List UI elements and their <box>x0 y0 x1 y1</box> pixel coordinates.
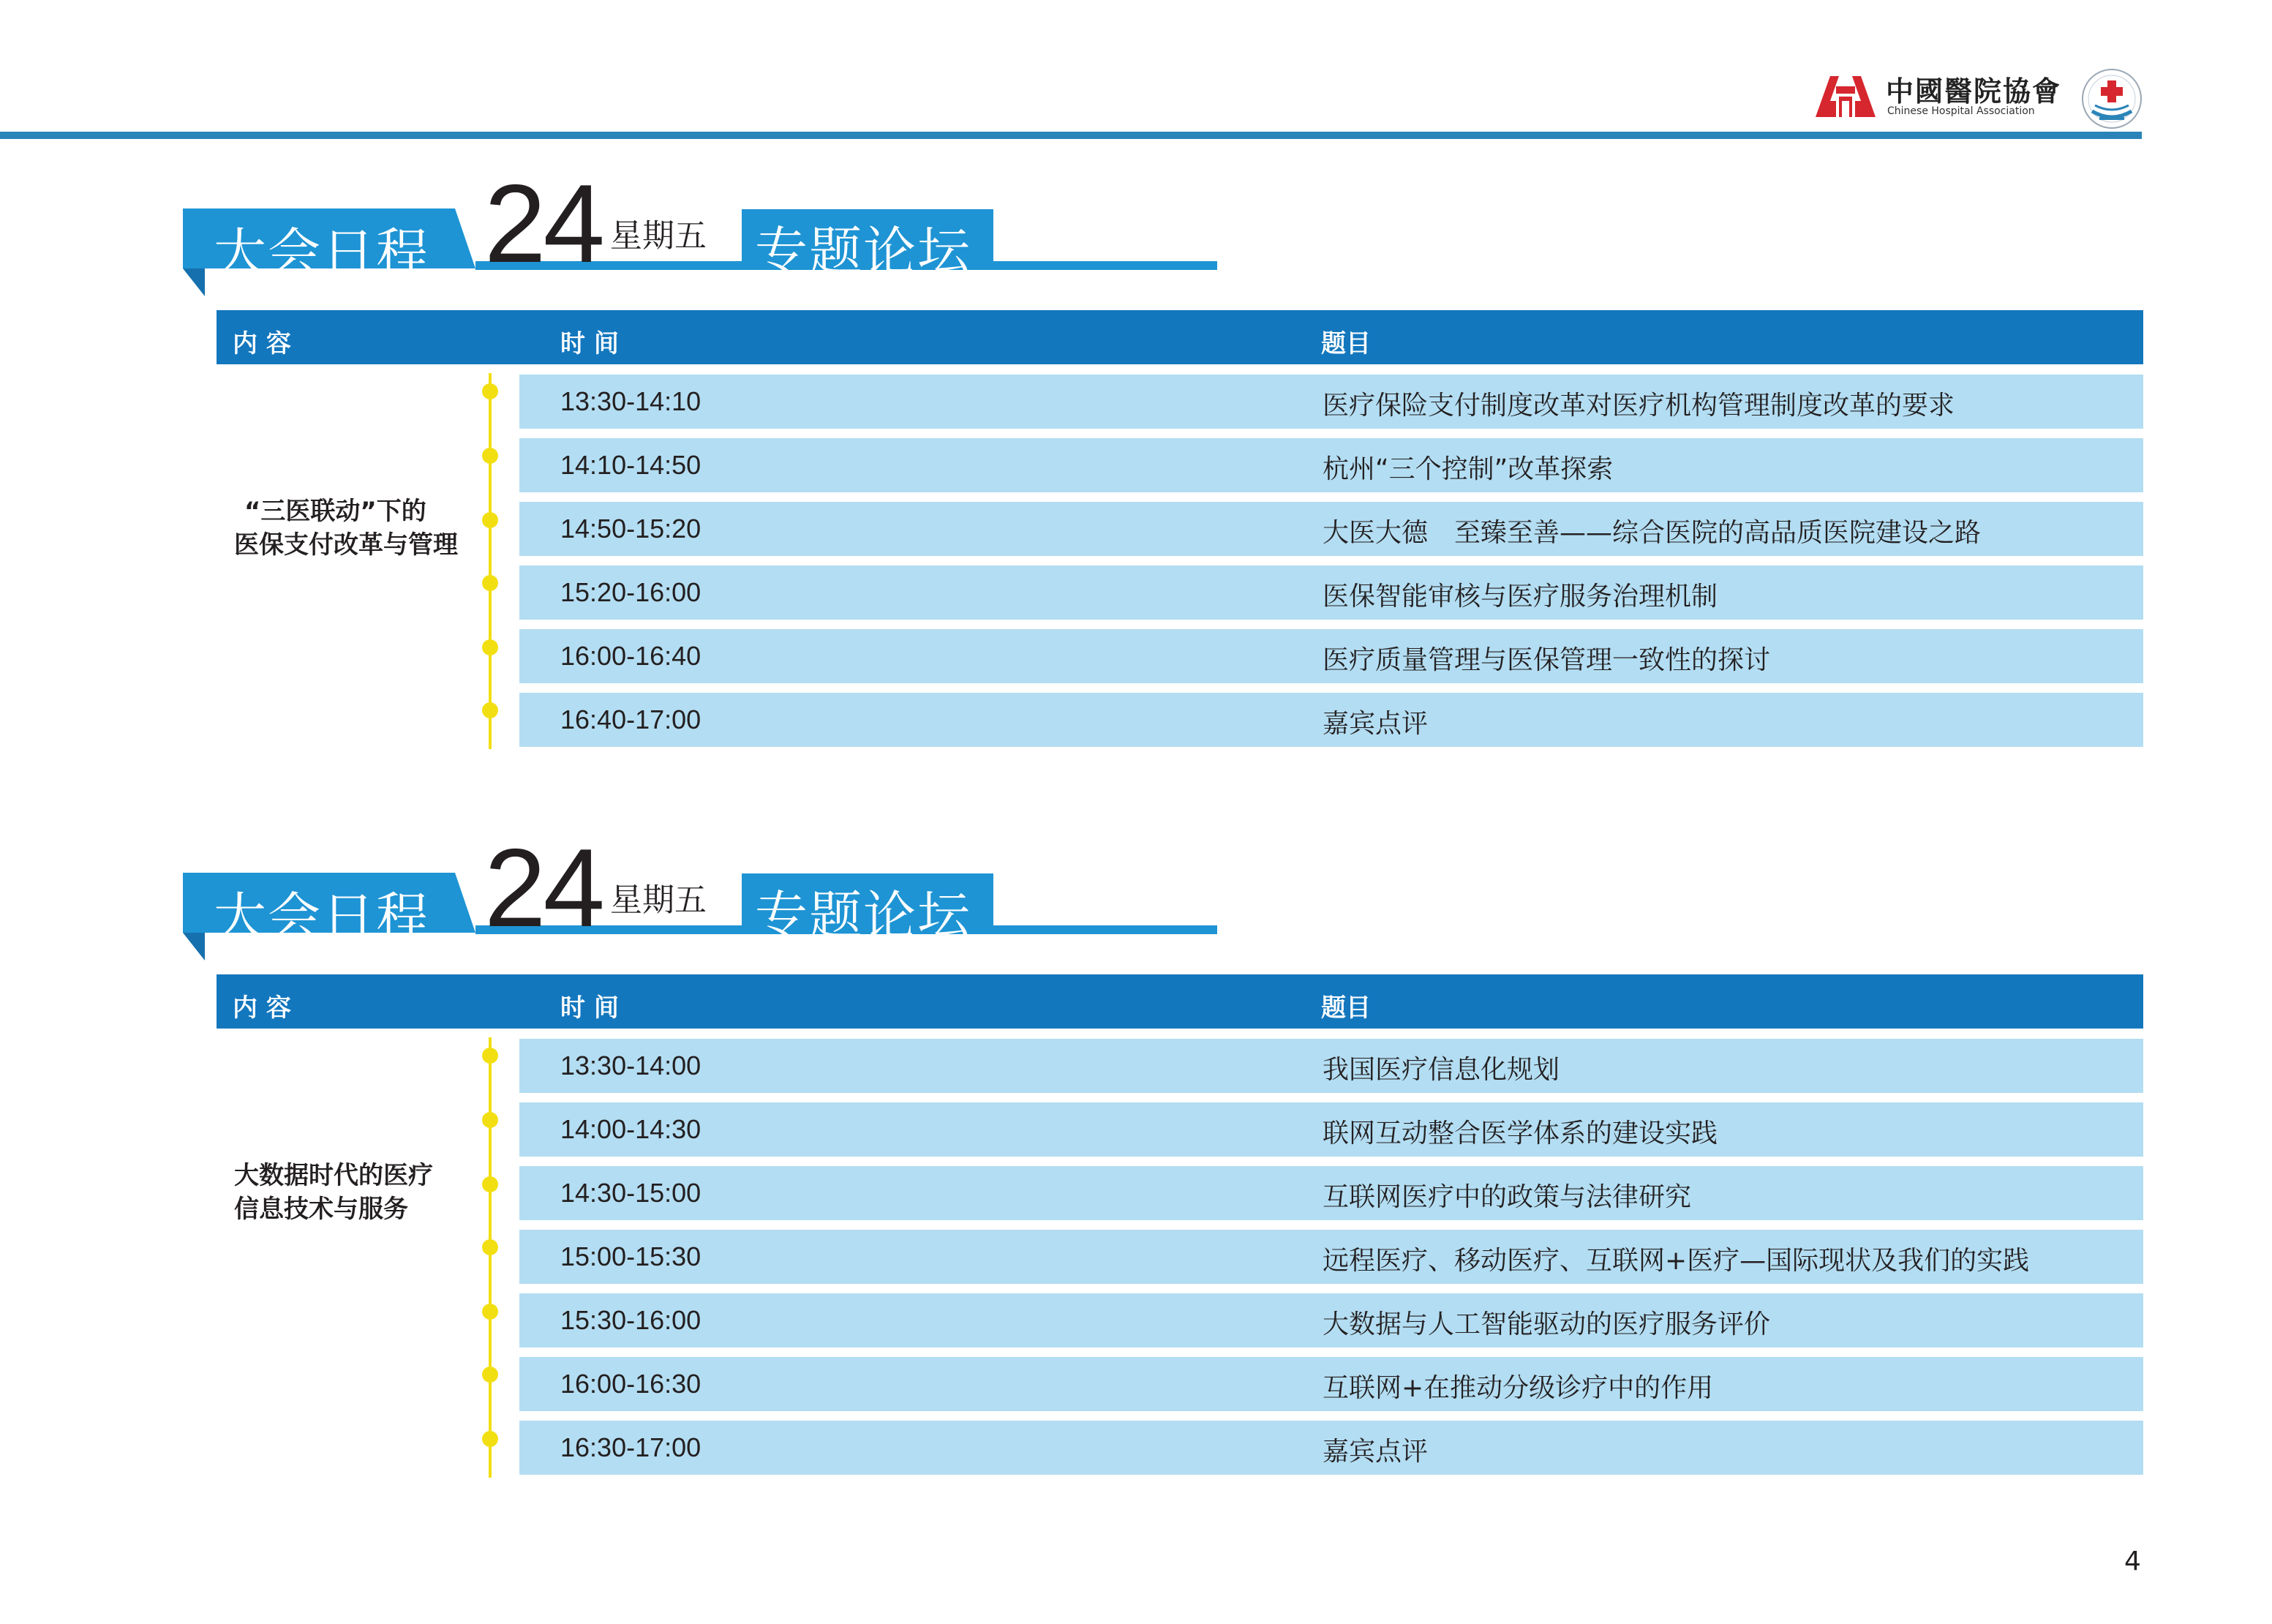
timeline-dot <box>482 448 498 464</box>
row-topic: 医疗保险支付制度改革对医疗机构管理制度改革的要求 <box>1323 391 1955 421</box>
timeline-dot <box>482 1112 498 1128</box>
row-time: 15:20-16:00 <box>560 577 701 607</box>
column-header-content: 内 容 <box>233 993 291 1023</box>
row-topic: 大医大德 至臻至善——综合医院的高品质医院建设之路 <box>1323 518 1982 548</box>
forum-badge <box>742 209 993 282</box>
row-topic: 医保智能审核与医疗服务治理机制 <box>1323 582 1718 612</box>
timeline-dot <box>482 383 498 399</box>
section-title: 大会日程 <box>214 222 431 284</box>
schedule-row <box>519 565 2143 620</box>
row-time: 14:00-14:30 <box>560 1114 701 1144</box>
schedule-row <box>519 438 2143 492</box>
row-time: 15:00-15:30 <box>560 1241 701 1271</box>
schedule-row <box>519 1293 2143 1347</box>
table-header <box>217 310 2143 364</box>
row-topic: 大数据与人工智能驱动的医疗服务评价 <box>1323 1309 1771 1339</box>
day-number: 24 <box>484 826 603 950</box>
logo-name-en: Chinese Hospital Association <box>1887 105 2035 117</box>
column-header-content: 内 容 <box>233 329 291 358</box>
row-topic: 远程医疗、移动医疗、互联网+医疗—国际现状及我们的实践 <box>1323 1246 2030 1276</box>
row-topic: 医疗质量管理与医保管理一致性的探讨 <box>1323 645 1771 675</box>
weekday: 星期五 <box>610 881 707 919</box>
title-banner-fold <box>183 268 205 296</box>
row-time: 16:00-16:30 <box>560 1369 701 1399</box>
row-time: 15:30-16:00 <box>560 1305 701 1335</box>
schedule-row <box>519 375 2143 429</box>
row-time: 13:30-14:00 <box>560 1050 701 1080</box>
row-time: 13:30-14:10 <box>560 386 701 416</box>
timeline-dot <box>482 1048 498 1064</box>
row-topic: 互联网医疗中的政策与法律研究 <box>1323 1182 1692 1212</box>
timeline-dot <box>482 702 498 718</box>
page-number: 4 <box>2124 1546 2141 1576</box>
timeline-bar <box>489 1037 492 1478</box>
header-rule <box>0 132 2142 139</box>
column-header-topic: 题目 <box>1321 329 1371 358</box>
forum-label: 专题论坛 <box>755 221 972 282</box>
session-label-line-1: “三医联动”下的 <box>244 497 426 526</box>
timeline-dot <box>482 1239 498 1255</box>
row-time: 14:50-15:20 <box>560 514 701 544</box>
logo-name-cn: 中國醫院協會 <box>1886 75 2062 108</box>
association-mark-icon <box>1814 72 1877 119</box>
row-time: 16:30-17:00 <box>560 1432 701 1462</box>
timeline-dot <box>482 1431 498 1447</box>
timeline-dot <box>482 1367 498 1383</box>
row-time: 16:40-17:00 <box>560 704 701 734</box>
weekday: 星期五 <box>610 217 707 255</box>
timeline-dot <box>482 1304 498 1320</box>
title-banner-fold <box>183 933 205 961</box>
timeline-dot <box>482 1176 498 1192</box>
column-header-time: 时 间 <box>560 329 619 358</box>
row-topic: 杭州“三个控制”改革探索 <box>1323 454 1614 484</box>
forum-label: 专题论坛 <box>755 885 972 947</box>
row-topic: 我国医疗信息化规划 <box>1323 1055 1560 1085</box>
timeline-dot <box>482 575 498 591</box>
schedule-row <box>519 693 2143 747</box>
row-topic: 互联网+在推动分级诊疗中的作用 <box>1323 1373 1714 1403</box>
chinese-hospital-association-logo <box>1814 67 2062 126</box>
schedule-row <box>519 1166 2143 1220</box>
forum-badge <box>742 873 993 947</box>
column-header-time: 时 间 <box>560 993 619 1023</box>
row-topic: 嘉宾点评 <box>1323 1437 1429 1467</box>
day-number: 24 <box>484 162 603 286</box>
section-title: 大会日程 <box>214 887 431 948</box>
session-label-line-1: 大数据时代的医疗 <box>234 1161 433 1190</box>
timeline-dot <box>482 512 498 528</box>
schedule-row <box>519 1039 2143 1093</box>
row-time: 14:10-14:50 <box>560 450 701 480</box>
timeline-dot <box>482 639 498 655</box>
schedule-row <box>519 1102 2143 1157</box>
row-time: 14:30-15:00 <box>560 1178 701 1208</box>
provincial-association-seal-icon <box>2079 66 2145 132</box>
schedule-row <box>519 1230 2143 1284</box>
column-header-topic: 题目 <box>1321 993 1371 1023</box>
session-content-label <box>234 1159 433 1226</box>
table-header <box>217 974 2143 1029</box>
session-content-label <box>234 495 458 562</box>
schedule-row <box>519 1357 2143 1411</box>
session-label-line-2: 信息技术与服务 <box>234 1195 408 1224</box>
schedule-row <box>519 1421 2143 1475</box>
schedule-row <box>519 502 2143 556</box>
schedule-row <box>519 629 2143 683</box>
session-label-line-2: 医保支付改革与管理 <box>234 530 458 560</box>
row-time: 16:00-16:40 <box>560 641 701 671</box>
row-topic: 联网互动整合医学体系的建设实践 <box>1323 1119 1718 1149</box>
row-topic: 嘉宾点评 <box>1323 709 1429 739</box>
timeline-bar <box>489 373 492 749</box>
